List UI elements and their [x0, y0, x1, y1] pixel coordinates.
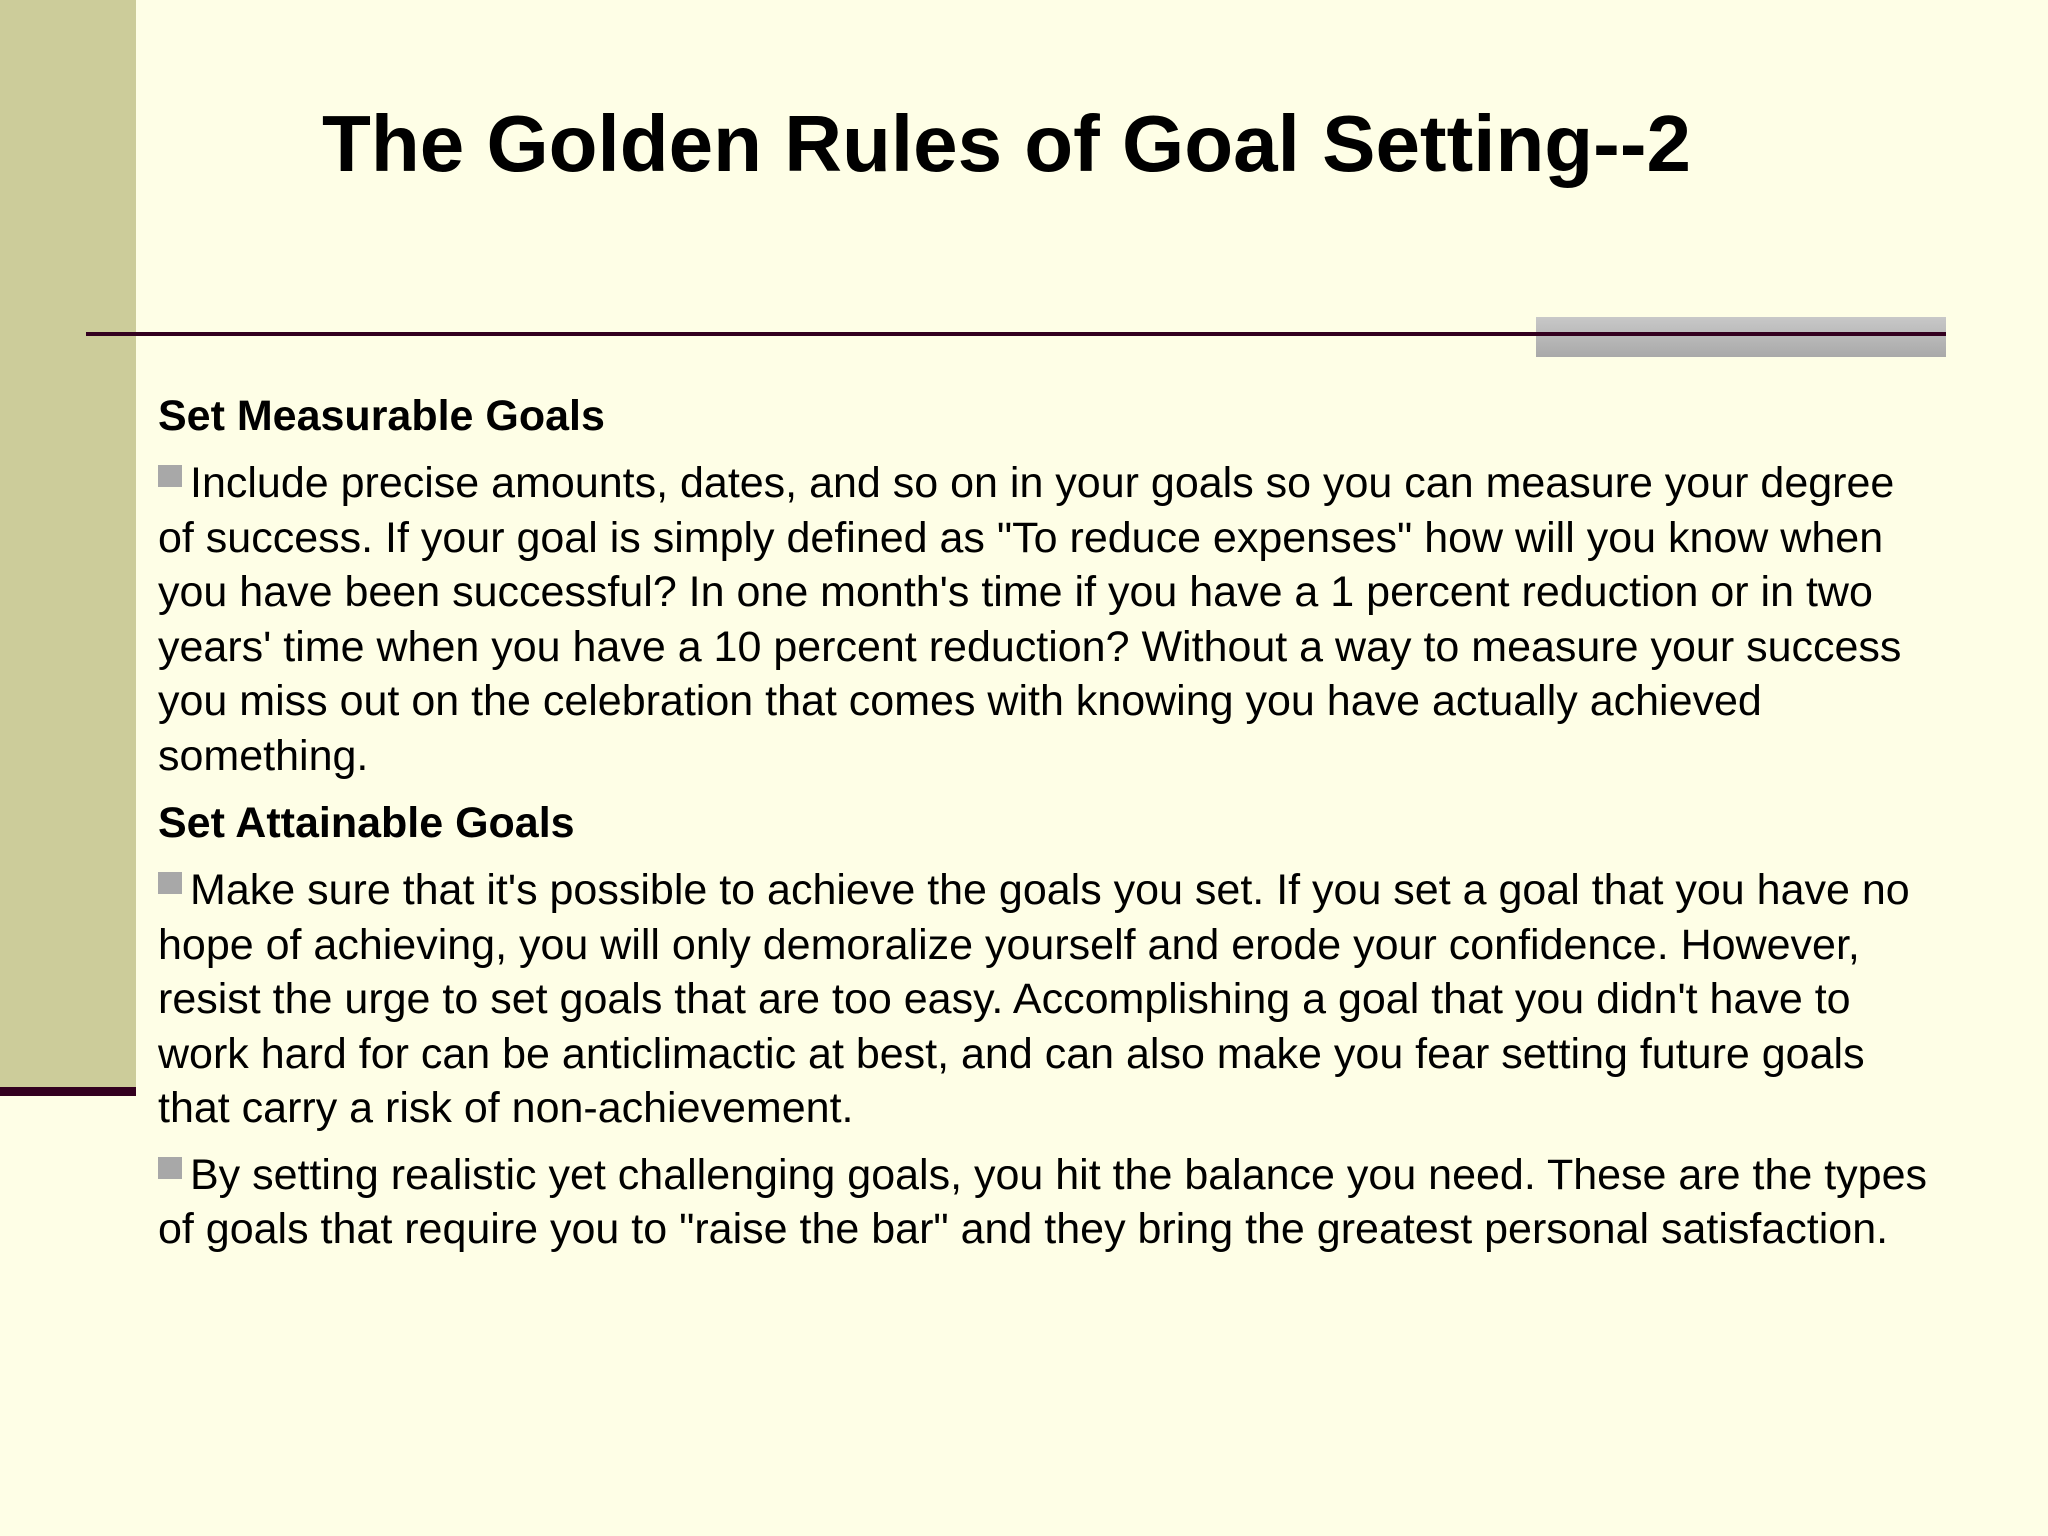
left-sidebar-band — [0, 0, 136, 1087]
paragraph-line — [158, 456, 2028, 511]
slide-title: The Golden Rules of Goal Setting--2 — [322, 99, 1691, 188]
bullet-paragraph — [158, 863, 2028, 1136]
bullet-paragraph — [158, 1148, 2028, 1257]
paragraph-line-text: Include precise amounts, dates, and so on in your goals so you can measure your degree — [190, 459, 1895, 507]
section-heading: Set Attainable Goals — [158, 799, 575, 847]
paragraph-line: that carry a risk of non-achievement. — [158, 1084, 854, 1132]
paragraph-line-text: By setting realistic yet challenging goals, you hit the balance you need. These are the types — [190, 1150, 1928, 1199]
slide-body — [158, 388, 2028, 1269]
paragraph-line — [158, 1148, 2028, 1203]
square-bullet-icon — [158, 1157, 182, 1179]
paragraph-line: you have been successful? In one month's time if you have a 1 percent reduction or in two — [158, 568, 1873, 616]
paragraph-line: you miss out on the celebration that comes with knowing you have actually achieved — [158, 677, 1762, 725]
paragraph-line: of success. If your goal is simply defined as "To reduce expenses" how will you know when — [158, 513, 1884, 562]
section-measurable-goals — [158, 388, 2028, 783]
paragraph-line: years' time when you have a 10 percent reduction? Without a way to measure your success — [158, 622, 1902, 671]
paragraph-line: something. — [158, 731, 369, 780]
bullet-paragraph — [158, 456, 2028, 783]
paragraph-line-text: Make sure that it's possible to achieve the goals you set. If you set a goal that you have no — [190, 866, 1910, 914]
section-attainable-goals — [158, 795, 2028, 1257]
paragraph-line: of goals that require you to "raise the bar" and they bring the greatest personal satisfaction. — [158, 1205, 1889, 1253]
title-rule-accent-line — [1536, 332, 1946, 336]
sidebar-rule — [0, 1087, 136, 1096]
square-bullet-icon — [158, 465, 182, 487]
paragraph-line: hope of achieving, you will only demoralize yourself and erode your confidence. However, — [158, 920, 1860, 969]
square-bullet-icon — [158, 872, 182, 894]
paragraph-line: work hard for can be anticlimactic at best, and can also make you fear setting future goals — [158, 1029, 1865, 1078]
title-rule-accent — [1536, 317, 1946, 357]
paragraph-line: resist the urge to set goals that are too easy. Accomplishing a goal that you didn't have to — [158, 975, 1851, 1023]
section-heading: Set Measurable Goals — [158, 392, 605, 440]
paragraph-line — [158, 863, 2028, 918]
